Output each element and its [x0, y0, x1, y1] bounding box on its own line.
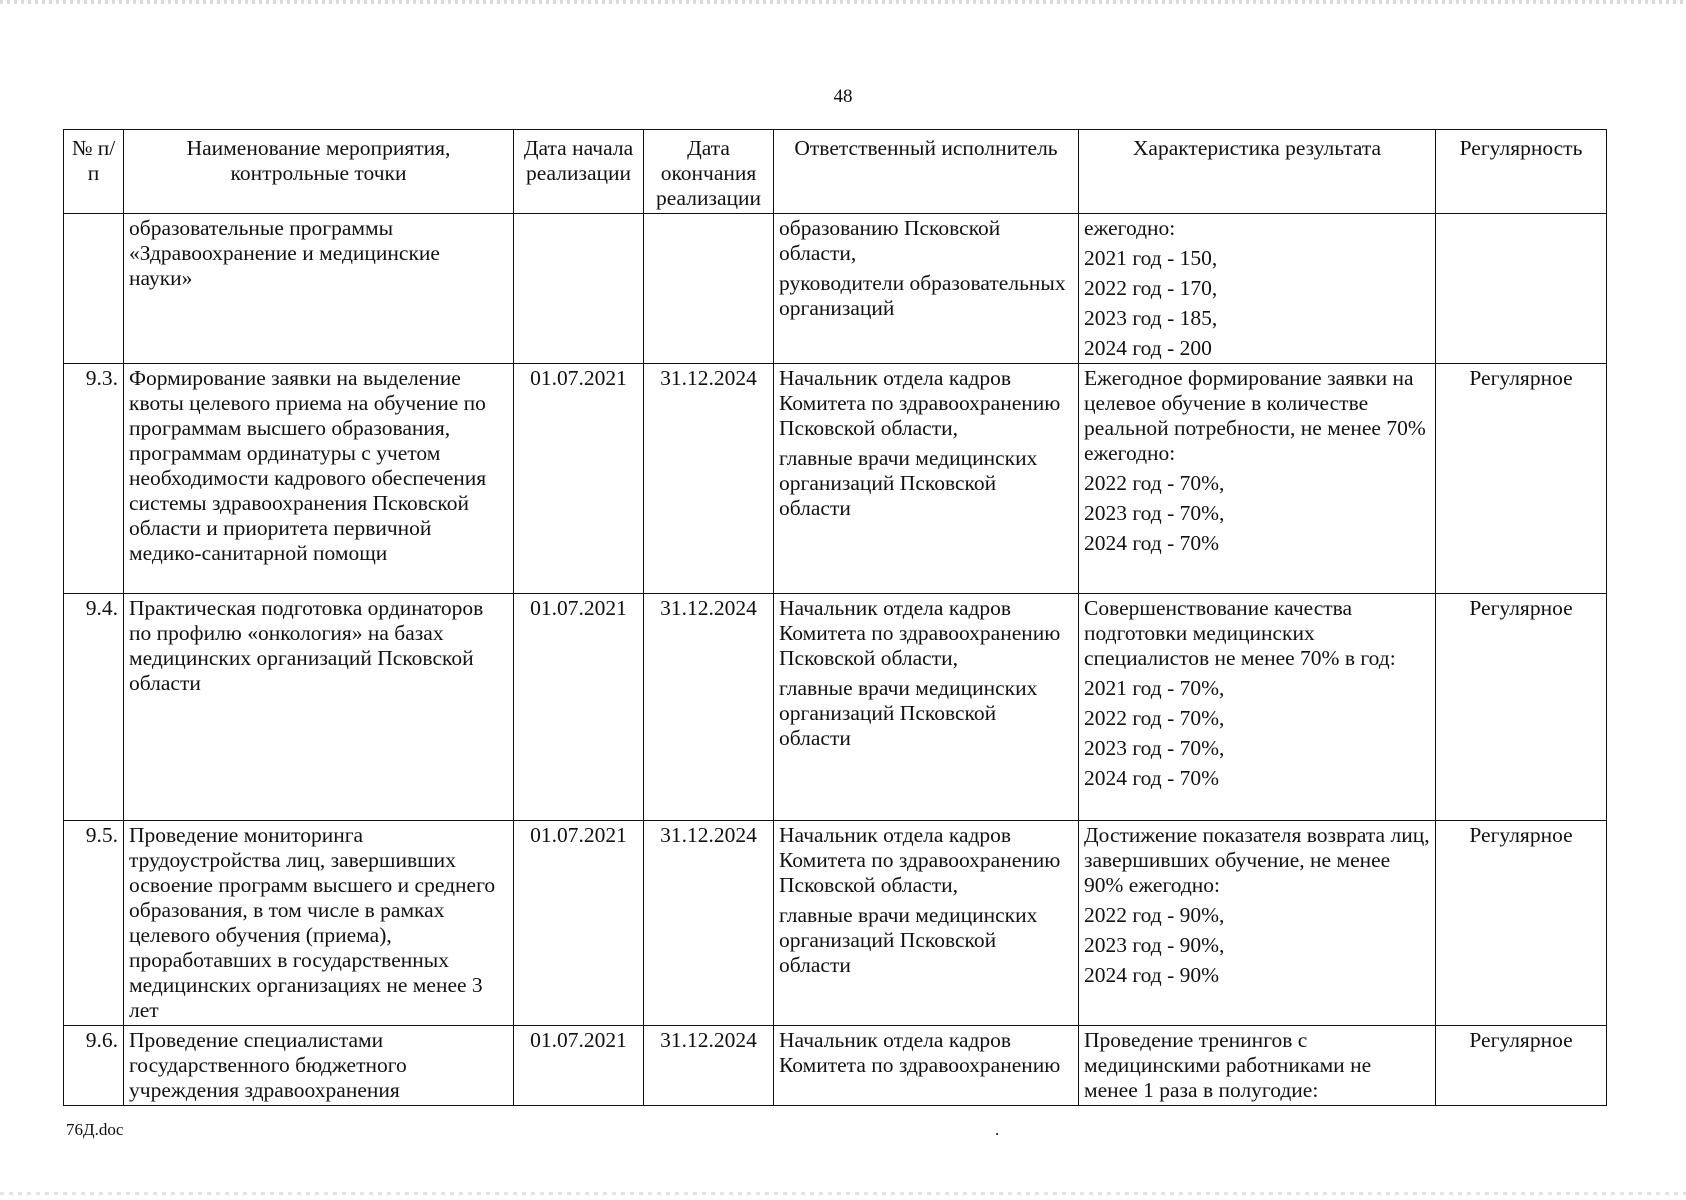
result-line: 2024 год - 200 — [1084, 336, 1212, 360]
executor-line: Начальник отдела кадров Комитета по здравоохранению Псковской области, — [779, 366, 1061, 440]
executor-line: Начальник отдела кадров Комитета по здравоохранению Псковской области, — [779, 596, 1061, 670]
row-activity-name: Практическая подготовка ординаторов по профилю «онкология» на базах медицинских организаций Псковской области — [124, 594, 514, 821]
row-end-date — [644, 214, 774, 364]
page-number: 48 — [833, 86, 853, 107]
row-start-date: 01.07.2021 — [514, 821, 644, 1026]
result-line: 2021 год - 70%, — [1084, 676, 1225, 700]
result-line: 2022 год - 70%, — [1084, 706, 1225, 730]
result-line: 2024 год - 70% — [1084, 531, 1220, 555]
header-result: Характеристика результата — [1079, 130, 1436, 214]
result-line: 2023 год - 90%, — [1084, 933, 1225, 957]
row-start-date: 01.07.2021 — [514, 594, 644, 821]
table-row — [64, 594, 1607, 821]
row-end-date: 31.12.2024 — [644, 1026, 774, 1106]
row-result — [1079, 364, 1436, 594]
table-row — [64, 214, 1607, 364]
row-executor — [774, 364, 1079, 594]
row-regularity: Регулярное — [1436, 364, 1607, 594]
row-end-date: 31.12.2024 — [644, 594, 774, 821]
row-end-date: 31.12.2024 — [644, 364, 774, 594]
result-line: ежегодно: — [1084, 216, 1176, 240]
table-row — [64, 1026, 1607, 1106]
row-activity-name: Проведение мониторинга трудоустройства лиц, завершивших освоение программ высшего и среднего образования, в том числе в рамках целевого обучения (приема), проработавших в государственных медицинских организациях не менее 3 лет — [124, 821, 514, 1026]
table-row — [64, 364, 1607, 594]
executor-line: главные врачи медицинских организаций Псковской области — [779, 676, 1038, 750]
header-regularity: Регулярность — [1436, 130, 1607, 214]
result-line: Ежегодное формирование заявки на целевое обучение в количестве реальной потребности, не менее 70% ежегодно: — [1084, 366, 1426, 465]
row-start-date: 01.07.2021 — [514, 1026, 644, 1106]
result-line: 2022 год - 90%, — [1084, 903, 1225, 927]
result-line: Проведение тренингов с медицинскими работниками не менее 1 раза в полугодие: — [1084, 1028, 1372, 1102]
footer-mark: . — [995, 1120, 1000, 1139]
executor-line: образованию Псковской области, — [779, 216, 1001, 265]
row-number: 9.3. — [64, 364, 124, 594]
row-start-date: 01.07.2021 — [514, 364, 644, 594]
scan-edge-bottom — [0, 1192, 1686, 1195]
row-result — [1079, 214, 1436, 364]
row-number: 9.6. — [64, 1026, 124, 1106]
result-line: 2024 год - 90% — [1084, 963, 1220, 987]
result-line: 2021 год - 150, — [1084, 246, 1218, 270]
row-result — [1079, 821, 1436, 1026]
scan-edge-top — [0, 0, 1686, 4]
result-line: 2024 год - 70% — [1084, 766, 1220, 790]
result-line: 2023 год - 70%, — [1084, 736, 1225, 760]
row-activity-name: образовательные программы «Здравоохранение и медицинские науки» — [124, 214, 514, 364]
footer-filename: 76Д.doc — [66, 1120, 124, 1139]
executor-line: главные врачи медицинских организаций Псковской области — [779, 903, 1038, 977]
row-executor — [774, 821, 1079, 1026]
row-regularity: Регулярное — [1436, 821, 1607, 1026]
executor-line: Начальник отдела кадров Комитета по здравоохранению — [779, 1028, 1061, 1077]
row-number: 9.4. — [64, 594, 124, 821]
result-line: 2022 год - 70%, — [1084, 471, 1225, 495]
row-start-date — [514, 214, 644, 364]
row-number — [64, 214, 124, 364]
executor-line: руководители образовательных организаций — [779, 271, 1066, 320]
row-end-date: 31.12.2024 — [644, 821, 774, 1026]
header-start-date: Дата начала реализации — [514, 130, 644, 214]
row-number: 9.5. — [64, 821, 124, 1026]
row-result — [1079, 1026, 1436, 1106]
header-number: № п/п — [64, 130, 124, 214]
result-line: Достижение показателя возврата лиц, завершивших обучение, не менее 90% ежегодно: — [1084, 823, 1430, 897]
row-executor — [774, 1026, 1079, 1106]
row-executor — [774, 214, 1079, 364]
executor-line: главные врачи медицинских организаций Псковской области — [779, 446, 1038, 520]
row-activity-name: Проведение специалистами государственного бюджетного учреждения здравоохранения — [124, 1026, 514, 1106]
activity-table — [63, 129, 1607, 1106]
header-activity-name: Наименование мероприятия, контрольные точки — [124, 130, 514, 214]
executor-line: Начальник отдела кадров Комитета по здравоохранению Псковской области, — [779, 823, 1061, 897]
row-executor — [774, 594, 1079, 821]
row-regularity: Регулярное — [1436, 594, 1607, 821]
table-row — [64, 821, 1607, 1026]
table-header-row — [64, 130, 1607, 214]
result-line: 2022 год - 170, — [1084, 276, 1218, 300]
result-line: 2023 год - 185, — [1084, 306, 1218, 330]
header-end-date: Дата окончания реализации — [644, 130, 774, 214]
row-activity-name: Формирование заявки на выделение квоты целевого приема на обучение по программам высшего образования, программам ординатуры с учетом необходимости кадрового обеспечения системы здравоохранения Псковской области и приоритета первичной медико-санитарной помощи — [124, 364, 514, 594]
row-regularity: Регулярное — [1436, 1026, 1607, 1106]
row-regularity — [1436, 214, 1607, 364]
result-line: Совершенствование качества подготовки медицинских специалистов не менее 70% в год: — [1084, 596, 1396, 670]
row-result — [1079, 594, 1436, 821]
result-line: 2023 год - 70%, — [1084, 501, 1225, 525]
header-executor: Ответственный исполнитель — [774, 130, 1079, 214]
